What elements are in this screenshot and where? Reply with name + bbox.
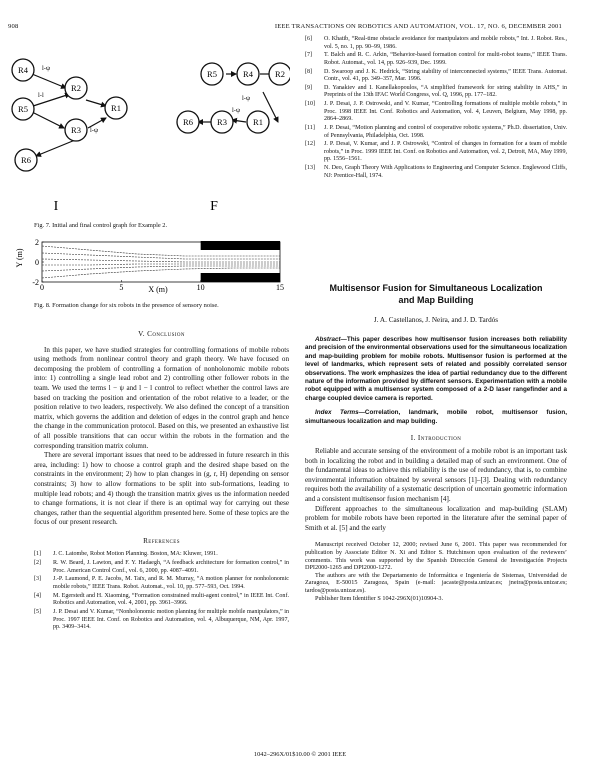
reference-item: [8] D. Swaroop and J. K. Hedrick, “String stability of interconnected systems,” IEEE Trans. Automat. Contr., vol. 41, pp. 349–357, Mar. 1996. xyxy=(305,68,567,83)
conclusion-section xyxy=(34,330,289,633)
journal-title: IEEE TRANSACTIONS ON ROBOTICS AND AUTOMATION, VOL. 17, NO. 6, DECEMBER 2001 xyxy=(274,23,562,30)
node-label: R6 xyxy=(21,155,31,165)
reference-item: [12] J. P. Desai, V. Kumar, and J. P. Ostrowski, “Control of changes in formation for a team of mobile robots,” in Proc. 1999 IEEE Int. Conf. on Robotics and Automation, vol. 2, Detroit, MA, May 1999, pp. 1556–1561. xyxy=(305,141,567,163)
page-number: 908 xyxy=(8,23,19,30)
edge-label: l-ψ xyxy=(42,65,51,72)
obstacle xyxy=(201,273,280,282)
conclusion-heading: V. Conclusion xyxy=(138,330,185,338)
conclusion-paragraph: There are several important issues that need to be addressed in future research in this area, including: 1) how to choose a control graph and the desired shape based on the constraints in the environment; 2) how to plan changes in (g, r, H) depending on sensor constraints; 3) how to allow formations to be split into sub-formations, leading to multiple lead robots; and 4) though the transition matrix gives us the information needed to change formations, it is not clear if there is an optimal way for carrying out these changes, rather than the sequential algorithm presented here. Some of these topics are the focus of our present research. xyxy=(34,451,289,527)
trajectory-robot-5 xyxy=(42,266,280,271)
copyright-footer: 1042–296X/01$10.00 © 2001 IEEE xyxy=(253,751,347,758)
reference-item: [3] J.-P. Laumond, P. E. Jacobs, M. Taïx, and R. M. Murray, “A motion planner for nonholonomic mobile robots,” IEEE Trans. Robot. Automat., vol. 10, pp. 577–593, Oct. 1994. xyxy=(34,576,289,591)
y-tick-label: 2 xyxy=(35,238,39,247)
trajectory-robot-3 xyxy=(42,259,280,262)
node-label: R4 xyxy=(243,69,253,79)
reference-item: [4] M. Egerstedt and H. Xiaoming, “Formation constrained multi-agent control,” in IEEE Int. Conf. Robotics and Automation, vol. 4, 2001, pp. 3961–3966. xyxy=(34,592,289,607)
node-label: R3 xyxy=(71,125,81,135)
introduction-body xyxy=(305,447,567,533)
reference-item: [9] D. Yanakiev and I. Kanellakopoulos, “A simplified framework for string stability in AHS,” in Preprints of the 13th IFAC World Congress, vol. Q, 1996, pp. 177–182. xyxy=(305,84,567,99)
node-label: R3 xyxy=(217,117,227,127)
node-label: R2 xyxy=(275,69,285,79)
node-label: R2 xyxy=(71,83,81,93)
reference-item: [5] J. P. Desai and V. Kumar, “Nonholonomic motion planning for multiple mobile manipulators,” in Proc. 1997 IEEE Int. Conf. on Robotics and Automation, vol. 4, Albuquerque, NM, Apr. 1997, pp. 3409–3414. xyxy=(34,609,289,631)
x-axis-label: X (m) xyxy=(148,285,168,294)
reference-item: [7] T. Balch and R. C. Arkin, “Behavior-based formation control for multi-robot teams,” IEEE Trans. Robot. Automat., vol. 14, pp. 926–939, Dec. 1999. xyxy=(305,52,567,66)
obstacle xyxy=(201,241,280,250)
reference-item: [6] O. Khatib, “Real-time obstacle avoidance for manipulators and mobile robots,” Int. J. Robot. Res., vol. 5, no. 1, pp. 90–99, 1986. xyxy=(305,36,567,50)
figure8-caption: Fig. 8. Formation change for six robots in the presence of sensory noise. xyxy=(34,302,219,309)
node-label: R6 xyxy=(183,117,193,127)
trajectory-robot-4 xyxy=(42,264,280,265)
node-label: R1 xyxy=(111,103,121,113)
initial-graph-label: I xyxy=(53,199,59,214)
introduction-heading: I. Introduction xyxy=(410,434,462,443)
edge-label: l-ψ xyxy=(90,127,99,134)
footnote-paragraph: Manuscript received October 12, 2000; revised June 6, 2001. This paper was recommended for publication by Associate Editor N. Xi and Editor S. Hutchinson upon evaluation of the reviewers’ comments. This work was supported by the Spanish Dirección General de Investigación Projects DPI2000-1265 and DPI2000-1272. xyxy=(305,541,567,572)
references-heading: References xyxy=(143,536,180,545)
paper2-index-terms: Index Terms—Correlation, landmark, mobile robot, multisensor fusion, simultaneous localization and map building. xyxy=(305,409,567,425)
final-graph-label: F xyxy=(210,199,218,214)
y-tick-label: 0 xyxy=(35,258,39,267)
footnote-paragraph: The authors are with the Departamento de Informática e Ingeniería de Sistemas, Universidad de Zaragoza, E-50015 Zaragoza, Spain (e-mail: jacaste@posta.unizar.es; jneira@posta.unizar.es; tardos@posta.unizar.es). xyxy=(305,571,567,594)
x-tick-label: 15 xyxy=(276,283,284,292)
reference-item: [10] J. P. Desai, J. P. Ostrowski, and V. Kumar, “Controlling formations of multiple mobile robots,” in Proc. 1998 IEEE Int. Conf. Robotics and Automation, vol. 4, Leuven, Belgium, May 1998, pp. 2864–2869. xyxy=(305,101,567,123)
reference-item: [11] J. P. Desai, “Motion planning and control of cooperative robotic systems,” Ph.D. dissertation, Univ. of Pennsylvania, Philadelphia, Oct. 1998. xyxy=(305,125,567,139)
reference-item: [1] J. C. Latombe, Robot Motion Planning. Boston, MA: Kluwer, 1991. xyxy=(34,551,218,558)
reference-item: [2] R. W. Beard, J. Lawton, and F. Y. Hadaegh, “A feedback architecture for formation control,” in Proc. American Control Conf., vol. 6, 2000, pp. 4087–4091. xyxy=(34,560,289,574)
running-header xyxy=(8,23,592,30)
paper2-title: Multisensor Fusion for Simultaneous Localization and Map Building xyxy=(329,283,543,305)
x-tick-label: 5 xyxy=(119,283,124,292)
paper2-footnote xyxy=(305,541,567,602)
introduction-paragraph: Different approaches to the simultaneous localization and map-building (SLAM) problem for mobile robots have been reported in the literature after the seminal paper of Smith et al. [5] and the early xyxy=(305,504,567,532)
paper2-abstract: Abstract—This paper describes how multisensor fusion increases both reliability and precision of the environmental observations used for the simultaneous localization and map-building problem for mobile robots. Multisensor fusion is performed at the level of landmarks, which represent sets of related and possibly correlated sensor observations. The work emphasizes the idea of partial redundancy due to the different nature of the information provided by different sensors. Experimentation with a mobile robot equipped with a multisensor system composed of a 2-D laser rangefinder and a charge coupled device camera is reported. xyxy=(305,336,567,402)
conclusion-paragraph: In this paper, we have studied strategies for controlling formations of mobile robots using methods from nonlinear control theory and graph theory. We have focused on decomposing the problem of controlling a formation of nonholonomic mobile robots into: 1) controlling a single lead robot and 2) controlling other follower robots in the team. We used the terms l − ψ and l − l control to reflect whether the control laws are based on tracking the position and orientation of the robot relative to a leader, or the position relative to two leaders, respectively. We also defined the concept of a transition matrix, which governs the addition and deletion of edges in the control graph and hence the change in the communication protocol. Based on this, we presented an exhaustive list of all possible transitions that can occur within the robots in the formation and the corresponding transition matrix column. xyxy=(34,345,289,450)
figure8-plot xyxy=(8,238,288,296)
node-label: R4 xyxy=(18,65,28,75)
edge-label: l-l xyxy=(38,92,44,99)
references-list-left xyxy=(34,551,289,631)
node-label: R5 xyxy=(207,69,217,79)
node-label: R1 xyxy=(253,117,263,127)
x-tick-label: 0 xyxy=(40,283,44,292)
introduction-paragraph: Reliable and accurate sensing of the environment of a mobile robot is an important task both in localizing the robot and in building a detailed map of such an environment. One of the fundamental ideas to achieve this reliability is the use of redundancy, that is, to combine environmental information obtained by several sensors [1]–[3]. Dealing with redundancy requires both the availability of a systematic description of uncertain geometric information and a consistent multisensor fusion mechanism [4]. xyxy=(305,447,567,504)
edge-label: l-ψ xyxy=(232,107,241,114)
y-axis-label: Y (m) xyxy=(15,248,24,268)
footnote-paragraph: Publisher Item Identifier S 1042-296X(01)10904-3. xyxy=(315,594,444,602)
references-list-right xyxy=(305,36,567,181)
paper2-front-matter xyxy=(305,282,567,602)
node-label: R5 xyxy=(18,104,28,114)
figure7-control-graphs xyxy=(8,52,290,220)
reference-item: [13] N. Deo, Graph Theory With Applications to Engineering and Computer Science. Englewood Cliffs, NJ: Prentice-Hall, 1974. xyxy=(305,165,567,179)
x-tick-label: 10 xyxy=(196,283,205,292)
figure7-caption: Fig. 7. Initial and final control graph for Example 2. xyxy=(34,222,168,229)
paper2-authors: J. A. Castellanos, J. Neira, and J. D. Tardós xyxy=(373,316,499,324)
edge-label: l-ψ xyxy=(242,95,251,102)
y-tick-label: -2 xyxy=(32,278,39,287)
